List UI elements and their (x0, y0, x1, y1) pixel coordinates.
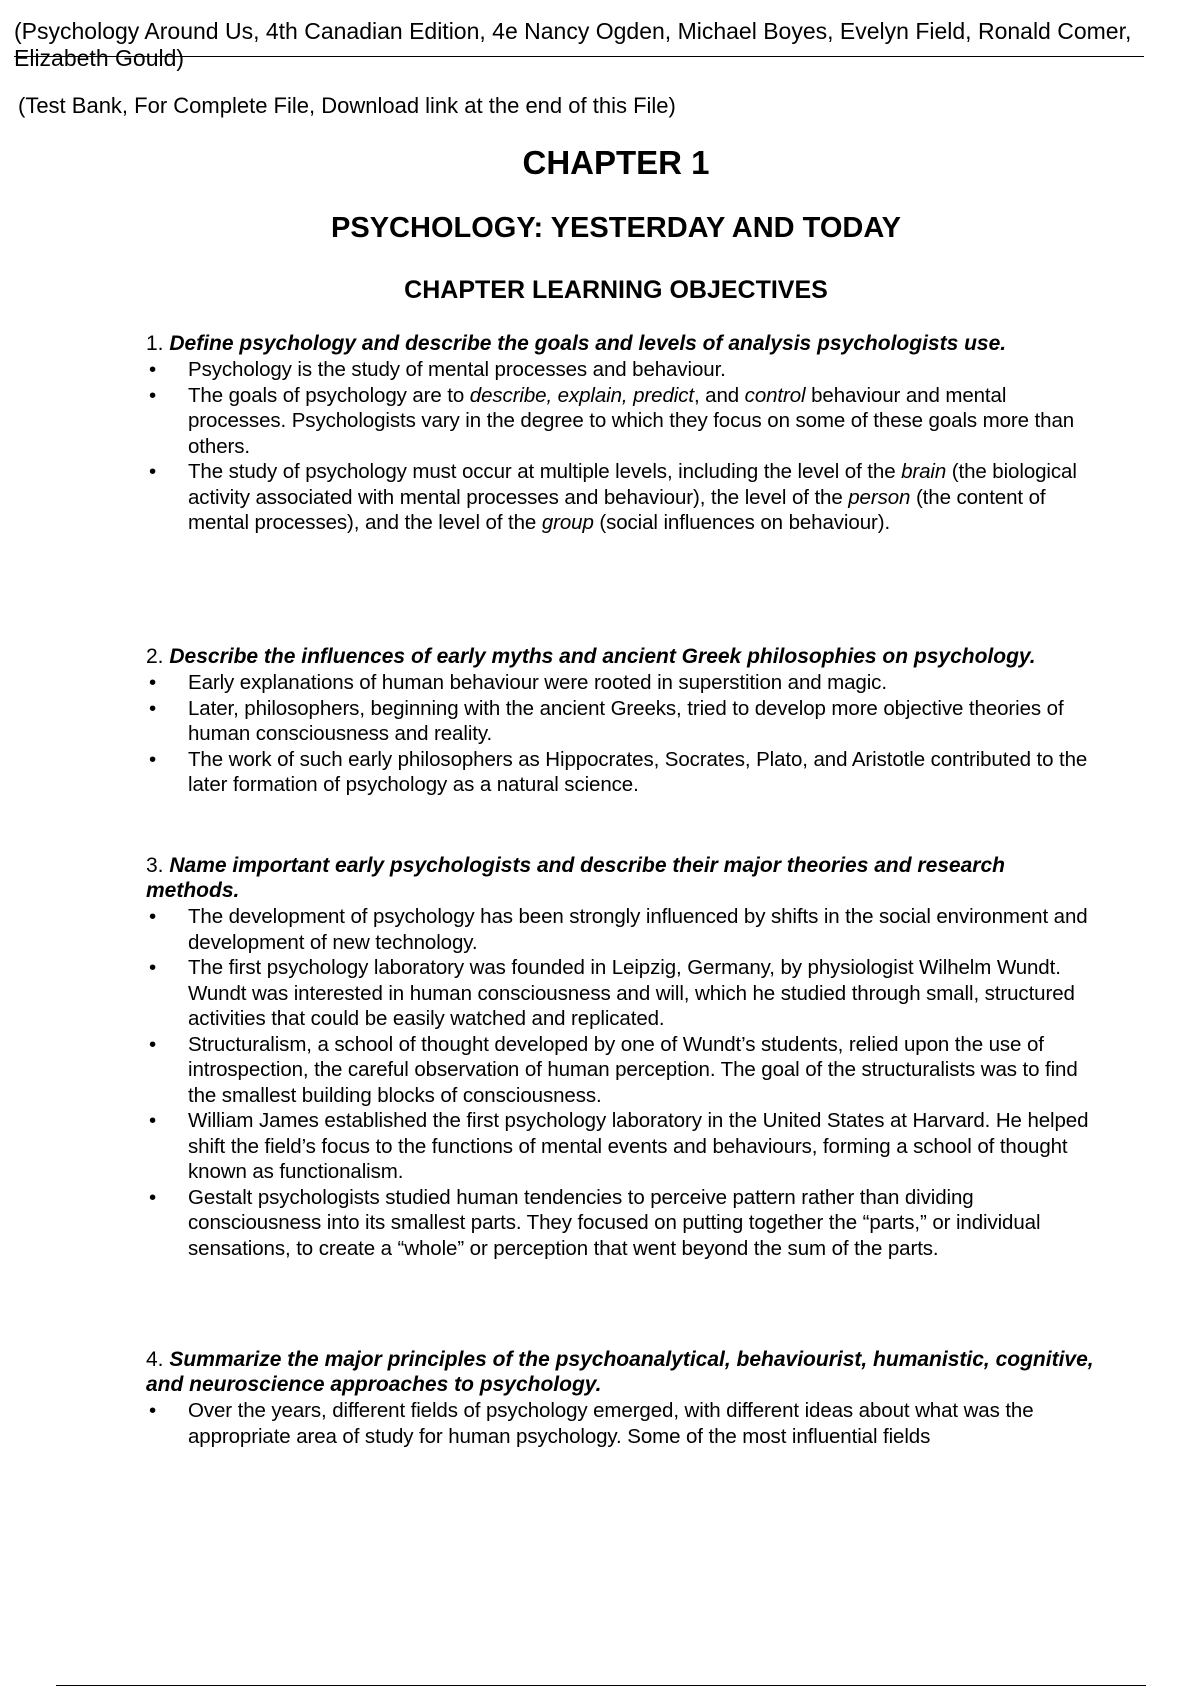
objective-section-3 (146, 853, 1096, 1261)
bullet-text: Early explanations of human behaviour were rooted in superstition and magic. (188, 671, 887, 694)
emphasis-text: describe, explain, predict (469, 383, 694, 407)
objective-title: Describe the influences of early myths and ancient Greek philosophies on psychology. (169, 645, 1036, 668)
bullet-item (146, 747, 1096, 798)
bullet-icon: • (149, 696, 157, 720)
bullet-item (146, 1032, 1096, 1109)
bullet-icon: • (149, 1109, 157, 1132)
bullet-text: The development of psychology has been strongly influenced by shifts in the social environment and development of new technology. (188, 905, 1088, 954)
objectives-heading: CHAPTER LEARNING OBJECTIVES (404, 276, 828, 304)
bullet-text: Structuralism, a school of thought developed by one of Wundt’s students, relied upon the use of introspection, the careful observation of human perception. The goal of the structuralists was to find the smallest building blocks of consciousness. (188, 1032, 1078, 1107)
objective-heading (146, 1347, 1096, 1397)
bullet-item (146, 357, 1096, 383)
bullet-item (146, 1185, 1096, 1262)
bullet-text: Later, philosophers, beginning with the ancient Greeks, tried to develop more objective theories of human consciousness and reality. (188, 696, 1064, 745)
emphasis-text: control (744, 383, 806, 407)
objective-title: Define psychology and describe the goals and levels of analysis psychologists use. (169, 332, 1007, 355)
bullet-icon: • (149, 956, 157, 979)
objective-title: Name important early psychologists and describe their major theories and research methods. (146, 854, 1005, 902)
objective-number: 4. (146, 1348, 164, 1371)
chapter-number: CHAPTER 1 (522, 144, 710, 181)
bullet-text: (the content of mental processes), and the level of the (188, 485, 1046, 534)
test-bank-note: (Test Bank, For Complete File, Download link at the end of this File) (18, 93, 676, 118)
bullet-text: Gestalt psychologists studied human tendencies to perceive pattern rather than dividing consciousness into its smallest parts. They focused on putting together the “parts,” or individual sensations, to create a “whole” or perception that went beyond the sum of the parts. (188, 1185, 1041, 1260)
chapter-title: PSYCHOLOGY: YESTERDAY AND TODAY (331, 212, 901, 244)
emphasis-text: person (848, 485, 911, 509)
bullet-icon: • (149, 460, 157, 483)
bullet-icon: • (149, 358, 157, 381)
footer-rule (56, 1685, 1146, 1686)
objective-section-2 (146, 644, 1096, 798)
header-rule (14, 56, 1144, 57)
bullet-text: Psychology is the study of mental processes and behaviour. (188, 358, 726, 381)
objective-heading (146, 331, 1096, 356)
objective-bullet-list (146, 904, 1096, 1261)
book-info-line-1: (Psychology Around Us, 4th Canadian Edition, 4e Nancy Ogden, Michael Boyes, Evelyn Field, Ronald Comer, (14, 18, 1132, 44)
objective-number: 2. (146, 645, 164, 668)
objective-number: 1. (146, 332, 164, 355)
bullet-text: The first psychology laboratory was founded in Leipzig, Germany, by physiologist Wilhelm Wundt. Wundt was interested in human consciousness and will, which he studied through small, structured activities that could be easily watched and replicated. (188, 956, 1075, 1030)
bullet-text: behaviour and mental processes. Psychologists vary in the degree to which they focus on some of these goals more than others. (188, 383, 1075, 458)
bullet-text: (the biological activity associated with mental processes and behaviour), the level of the (188, 460, 1077, 509)
book-info-header (14, 18, 1194, 72)
book-info-line-2: Elizabeth Gould) (14, 45, 185, 71)
emphasis-text: group (541, 511, 594, 534)
objective-bullet-list (146, 1398, 1096, 1449)
bullet-text: The goals of psychology are to (188, 383, 470, 407)
bullet-item (146, 1108, 1096, 1185)
objective-heading (146, 644, 1096, 669)
bullet-text: , and (693, 383, 745, 407)
bullet-icon: • (149, 671, 157, 694)
bullet-icon: • (149, 383, 157, 407)
objective-section-4 (146, 1347, 1096, 1449)
bullet-item (146, 459, 1096, 536)
bullet-icon: • (149, 747, 157, 771)
bullet-item (146, 383, 1096, 460)
bullet-item (146, 1398, 1096, 1449)
objective-section-1 (146, 331, 1096, 536)
bullet-item (146, 904, 1096, 955)
bullet-text: (social influences on behaviour). (593, 511, 891, 534)
bullet-text: Over the years, different fields of psychology emerged, with different ideas about what was the appropriate area of study for human psychology. Some of the most influential fields (188, 1399, 1034, 1448)
bullet-text: William James established the first psychology laboratory in the United States at Harvard. He helped shift the field’s focus to the functions of mental events and behaviours, forming a school of thought known as functionalism. (188, 1109, 1089, 1183)
objective-bullet-list (146, 670, 1096, 798)
bullet-text: The study of psychology must occur at multiple levels, including the level of the (188, 460, 902, 483)
bullet-item (146, 955, 1096, 1032)
emphasis-text: brain (901, 460, 947, 483)
bullet-icon: • (149, 905, 157, 928)
objective-number: 3. (146, 854, 164, 877)
bullet-icon: • (149, 1399, 157, 1422)
objective-heading (146, 853, 1096, 903)
objective-bullet-list (146, 357, 1096, 536)
objective-title: Summarize the major principles of the psychoanalytical, behaviourist, humanistic, cognitive, and neuroscience approaches to psychology. (146, 1348, 1094, 1396)
bullet-icon: • (149, 1032, 157, 1056)
bullet-icon: • (149, 1185, 157, 1209)
bullet-item (146, 670, 1096, 696)
bullet-item (146, 696, 1096, 747)
bullet-text: The work of such early philosophers as Hippocrates, Socrates, Plato, and Aristotle contributed to the later formation of psychology as a natural science. (188, 747, 1088, 796)
